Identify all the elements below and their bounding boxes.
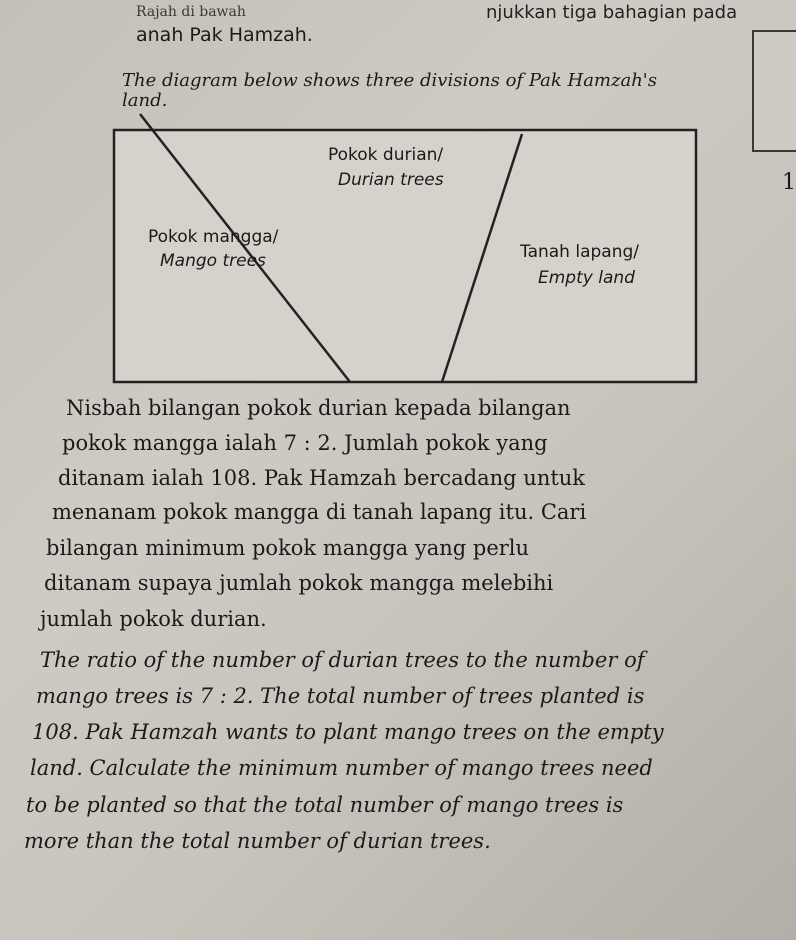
mango-label-malay: Pokok mangga/: [148, 227, 279, 247]
question-number: 1: [782, 170, 796, 195]
malay-text-line-5: bilangan minimum pokok mangga yang perlu: [46, 536, 530, 560]
mango-label-english: Mango trees: [160, 251, 266, 271]
english-text-line-5: to be planted so that the total number of mango trees is: [26, 793, 624, 817]
header-line-1: [136, 2, 738, 23]
land-division-diagram: [112, 112, 702, 387]
intro-line-1: The diagram below shows three divisions of Pak Hamzah's: [122, 70, 657, 91]
durian-label-malay: Pokok durian/: [328, 145, 444, 165]
margin-mark-box: [752, 30, 796, 152]
malay-text-line-7: jumlah pokok durian.: [40, 607, 267, 631]
english-text-line-3: 108. Pak Hamzah wants to plant mango trees on the empty: [32, 720, 664, 744]
land-diagram-svg: [112, 112, 702, 387]
empty-land-label-malay: Tanah lapang/: [520, 242, 639, 262]
malay-text-line-2: pokok mangga ialah 7 : 2. Jumlah pokok yang: [62, 431, 548, 455]
malay-text-line-6: ditanam supaya jumlah pokok mangga melebihi: [44, 571, 554, 595]
durian-label-english: Durian trees: [338, 170, 444, 190]
intro-line-2: land.: [122, 90, 168, 111]
english-text-line-4: land. Calculate the minimum number of mango trees need: [30, 756, 653, 780]
header-line-1-left: Rajah di bawah: [136, 4, 246, 20]
english-text-line-1: The ratio of the number of durian trees to the number of: [40, 648, 645, 672]
english-text-line-2: mango trees is 7 : 2. The total number of trees planted is: [36, 684, 645, 708]
english-text-line-6: more than the total number of durian trees.: [24, 829, 491, 853]
malay-text-line-3: ditanam ialah 108. Pak Hamzah bercadang untuk: [58, 466, 586, 490]
empty-land-label-english: Empty land: [538, 268, 635, 288]
header-line-2: anah Pak Hamzah.: [136, 24, 313, 46]
malay-text-line-1: Nisbah bilangan pokok durian kepada bilangan: [66, 396, 571, 420]
malay-text-line-4: menanam pokok mangga di tanah lapang itu. Cari: [52, 500, 587, 524]
header-line-1-right: njukkan tiga bahagian pada: [486, 2, 738, 23]
